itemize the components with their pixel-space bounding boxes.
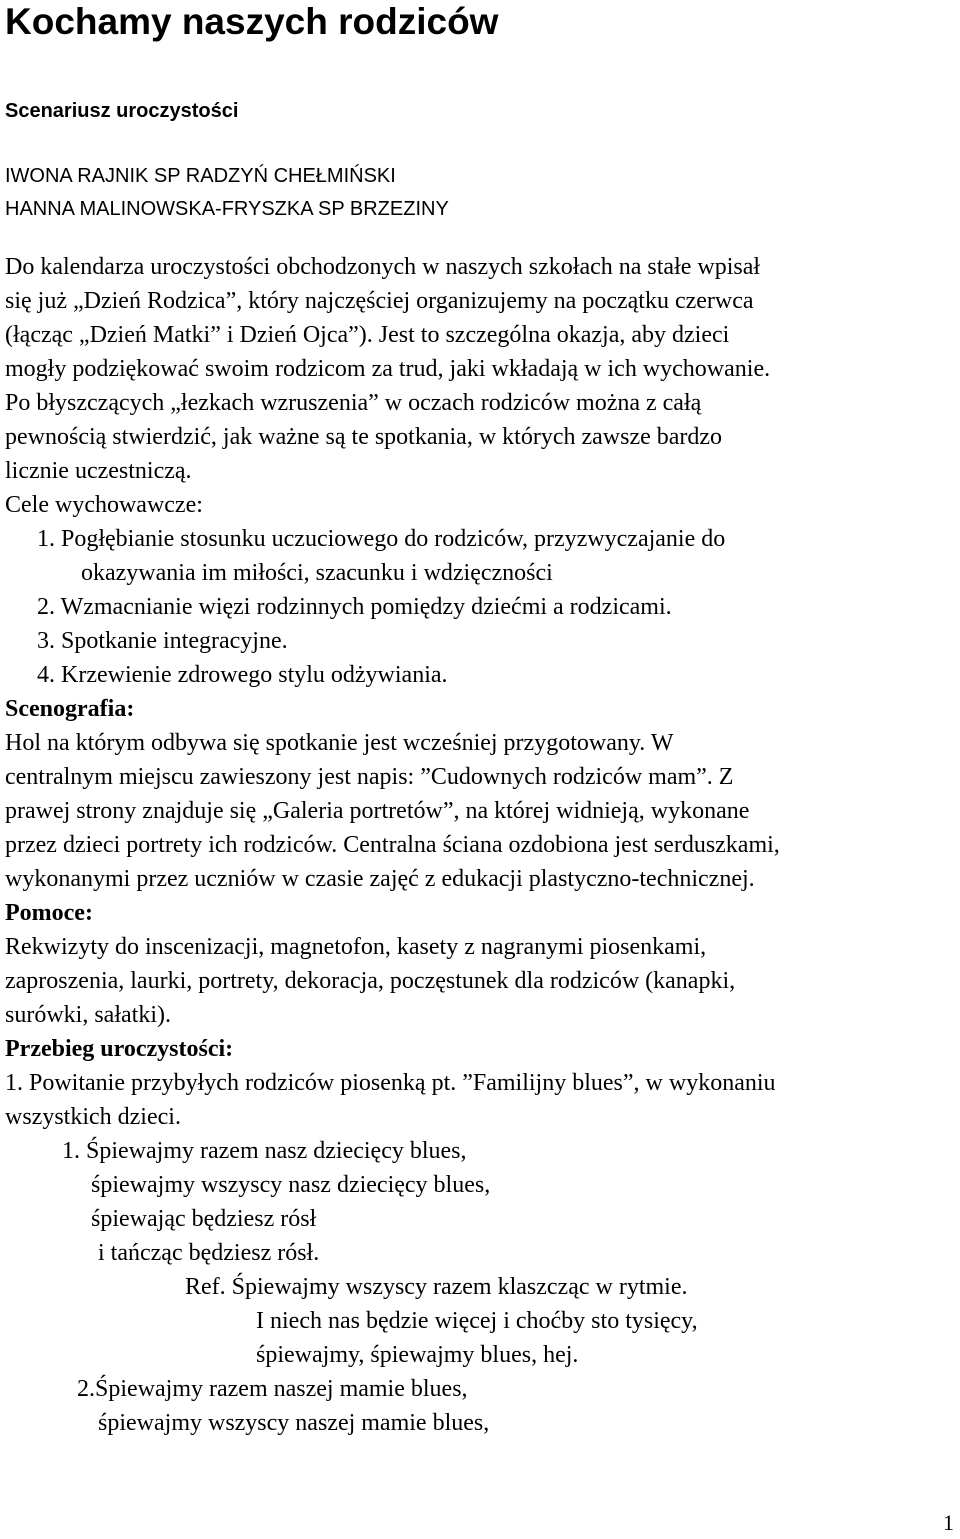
intro-line: pewnością stwierdzić, jak ważne są te spotkania, w których zawsze bardzo: [5, 424, 723, 450]
song-line: śpiewając będziesz rósł: [91, 1206, 317, 1232]
song-line: śpiewajmy wszyscy naszej mamie blues,: [98, 1410, 490, 1436]
course-line: wszystkich dzieci.: [5, 1104, 181, 1130]
goal-item: 3. Spotkanie integracyjne.: [37, 628, 288, 654]
song-refrain-line: I niech nas będzie więcej i choćby sto tysięcy,: [256, 1308, 698, 1334]
document-body: [5, 250, 955, 1440]
song-line: 1. Śpiewajmy razem nasz dziecięcy blues,: [62, 1138, 467, 1164]
document-title: Kochamy naszych rodziców: [5, 1, 499, 42]
course-line: 1. Powitanie przybyłych rodziców piosenką pt. ”Familijny blues”, w wykonaniu: [5, 1070, 776, 1096]
intro-line: mogły podziękować swoim rodzicom za trud, jaki wkładają w ich wychowanie.: [5, 356, 771, 382]
intro-line: Po błyszczących „łezkach wzruszenia” w oczach rodziców można z całą: [5, 390, 702, 416]
page-number: 1: [943, 1510, 954, 1535]
goal-item: 1. Pogłębianie stosunku uczuciowego do rodziców, przyzwyczajanie do: [37, 526, 726, 552]
intro-line: licznie uczestniczą.: [5, 458, 192, 484]
scenography-heading: Scenografia:: [5, 696, 135, 722]
song-refrain-line: Ref. Śpiewajmy wszyscy razem klaszcząc w rytmie.: [185, 1274, 688, 1300]
author-line: IWONA RAJNIK SP RADZYŃ CHEŁMIŃSKI: [5, 165, 396, 187]
scenography-line: Hol na którym odbywa się spotkanie jest wcześniej przygotowany. W: [5, 730, 674, 756]
author-line: HANNA MALINOWSKA-FRYSZKA SP BRZEZINY: [5, 198, 449, 220]
song-refrain-line: śpiewajmy, śpiewajmy blues, hej.: [256, 1342, 579, 1368]
aids-line: zaproszenia, laurki, portrety, dekoracja, poczęstunek dla rodziców (kanapki,: [5, 968, 736, 994]
goal-item-continuation: okazywania im miłości, szacunku i wdzięczności: [81, 560, 553, 586]
goal-item: 4. Krzewienie zdrowego stylu odżywiania.: [37, 662, 448, 688]
scenography-line: wykonanymi przez uczniów w czasie zajęć z edukacji plastyczno-technicznej.: [5, 866, 755, 892]
song-line: śpiewajmy wszyscy nasz dziecięcy blues,: [91, 1172, 491, 1198]
song-line: i tańcząc będziesz rósł.: [98, 1240, 320, 1266]
scenography-line: przez dzieci portrety ich rodziców. Centralna ściana ozdobiona jest serduszkami,: [5, 832, 780, 858]
goal-item: 2. Wzmacnianie więzi rodzinnych pomiędzy dziećmi a rodzicami.: [37, 594, 672, 620]
scenography-line: centralnym miejscu zawieszony jest napis: ”Cudownych rodziców mam”. Z: [5, 764, 734, 790]
scenography-line: prawej strony znajduje się „Galeria portretów”, na której widnieją, wykonane: [5, 798, 750, 824]
authors-block: [5, 160, 449, 226]
intro-line: (łącząc „Dzień Matki” i Dzień Ojca”). Jest to szczególna okazja, aby dzieci: [5, 322, 730, 348]
intro-line: się już „Dzień Rodzica”, który najczęściej organizujemy na początku czerwca: [5, 288, 754, 314]
course-heading: Przebieg uroczystości:: [5, 1036, 234, 1062]
document-subtitle: Scenariusz uroczystości: [5, 100, 239, 122]
song-line: 2.Śpiewajmy razem naszej mamie blues,: [77, 1376, 468, 1402]
goals-heading: Cele wychowawcze:: [5, 492, 203, 518]
aids-line: surówki, sałatki).: [5, 1002, 171, 1028]
aids-heading: Pomoce:: [5, 900, 93, 926]
aids-line: Rekwizyty do inscenizacji, magnetofon, kasety z nagranymi piosenkami,: [5, 934, 707, 960]
intro-line: Do kalendarza uroczystości obchodzonych w naszych szkołach na stałe wpisał: [5, 254, 761, 280]
